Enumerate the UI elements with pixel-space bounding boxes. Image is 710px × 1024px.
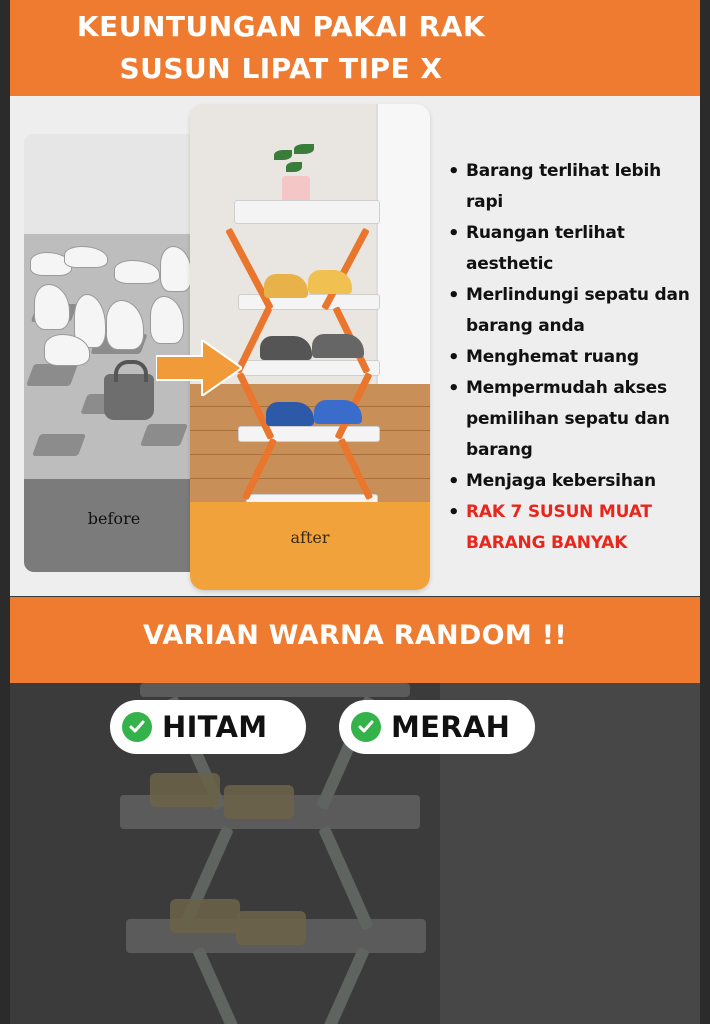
- benefit-item: • Barang terlihat lebih rapi: [446, 156, 700, 218]
- before-wall: [24, 134, 204, 234]
- arrow-right-icon: [156, 340, 242, 396]
- plant-pot: [282, 176, 310, 202]
- benefit-item-highlight: • RAK 7 SUSUN MUAT BARANG BANYAK: [446, 497, 700, 559]
- variant-merah[interactable]: [339, 700, 535, 754]
- variant-banner: [10, 597, 700, 683]
- header-title-line2: SUSUN LIPAT TIPE X: [119, 52, 443, 85]
- plant-leaf: [294, 144, 314, 154]
- header-title-line1: KEUNTUNGAN PAKAI RAK: [76, 10, 486, 43]
- benefit-item: • Menghemat ruang: [446, 342, 700, 373]
- after-floor: [190, 384, 430, 502]
- rack-shelf: [234, 200, 380, 224]
- after-label: after: [290, 528, 330, 547]
- plant-leaf: [286, 162, 302, 172]
- benefit-item: • Ruangan terlihat aesthetic: [446, 218, 700, 280]
- variant-label: MERAH: [391, 710, 511, 744]
- sandal: [264, 274, 308, 298]
- sandal: [224, 785, 294, 819]
- rack-leg: [318, 825, 374, 930]
- benefit-item: • Merlindungi sepatu dan barang anda: [446, 280, 700, 342]
- variant-label: HITAM: [162, 710, 268, 744]
- rack-leg: [192, 946, 240, 1024]
- sneaker: [314, 400, 362, 424]
- sandal: [170, 899, 240, 933]
- plant-leaf: [274, 150, 292, 160]
- check-circle-icon: [351, 712, 381, 742]
- before-label: before: [87, 509, 141, 528]
- sneaker: [260, 336, 312, 360]
- sandal: [236, 911, 306, 945]
- comparison-panel: [10, 96, 700, 596]
- bag: [104, 374, 154, 420]
- sandal: [150, 773, 220, 807]
- benefit-item: • Menjaga kebersihan: [446, 466, 700, 497]
- sneaker: [312, 334, 364, 358]
- sandal: [308, 270, 352, 294]
- variant-hitam[interactable]: [110, 700, 306, 754]
- header-banner: [10, 0, 700, 96]
- rack-shelf: [238, 426, 380, 442]
- check-circle-icon: [122, 712, 152, 742]
- product-page: [10, 0, 700, 1024]
- rack-shelf: [140, 683, 410, 697]
- benefit-item: • Mempermudah akses pemilihan sepatu dan barang: [446, 373, 700, 466]
- variant-banner-title: VARIAN WARNA RANDOM !!: [143, 620, 567, 651]
- rack-leg: [322, 946, 370, 1024]
- benefits-list: [446, 156, 700, 559]
- after-pillar: [376, 104, 430, 404]
- sneaker: [266, 402, 314, 426]
